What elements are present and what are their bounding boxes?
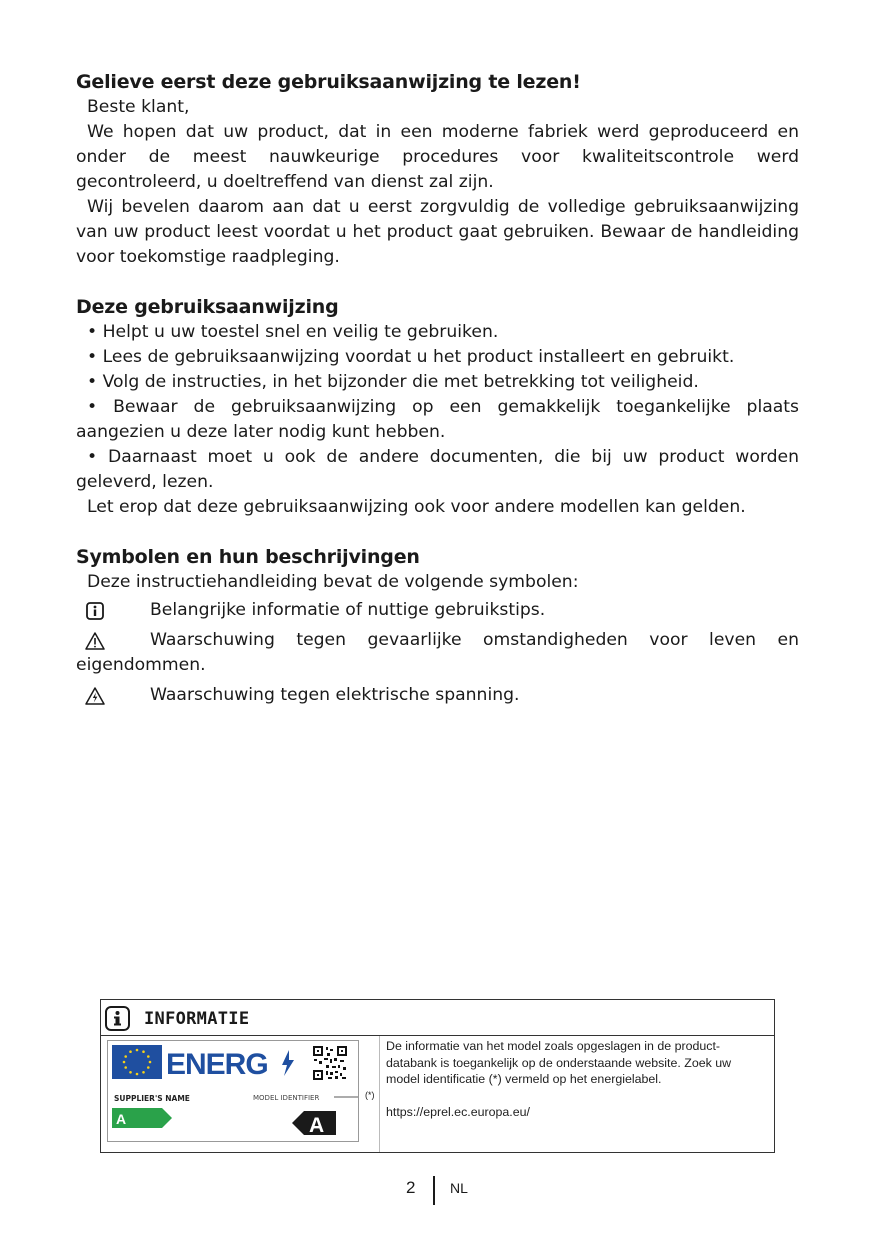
intro-paragraph-1: We hopen dat uw product, dat in een moderne fabriek werd geproduceerd en onder de meest nauwkeurige procedures voor kwaliteitscontrole werd gecontroleerd, u doeltreffend van dienst zal zijn.	[76, 122, 799, 192]
symbols-heading: Symbolen en hun beschrijvingen	[76, 546, 420, 568]
symbols-intro: Deze instructiehandleiding bevat de volgende symbolen:	[87, 572, 579, 592]
info-box-title: INFORMATIE	[144, 1009, 250, 1029]
lightning-icon	[282, 1050, 294, 1076]
symbol-text: Waarschuwing tegen gevaarlijke omstandigheden voor leven en eigendommen.	[76, 630, 799, 675]
symbol-text: Belangrijke informatie of nuttige gebruikstips.	[150, 600, 546, 620]
manual-bullet: • Daarnaast moet u ook de andere documenten, die bij uw product worden geleverd, lezen.	[76, 447, 799, 492]
manual-bullet: • Lees de gebruiksaanwijzing voordat u het product installeert en gebruikt.	[87, 347, 735, 367]
class-arrow-letter: A	[116, 1111, 127, 1127]
symbol-text: Waarschuwing tegen elektrische spanning.	[150, 685, 520, 705]
info-box-text	[386, 1038, 756, 1120]
language-code: NL	[450, 1180, 468, 1196]
manual-note: Let erop dat deze gebruiksaanwijzing ook voor andere modellen kan gelden.	[87, 497, 746, 517]
page-number: 2	[406, 1178, 416, 1197]
eu-flag-icon	[112, 1045, 162, 1079]
intro-heading: Gelieve eerst deze gebruiksaanwijzing te lezen!	[76, 71, 581, 93]
eprel-link[interactable]: https://eprel.ec.europa.eu/	[386, 1104, 530, 1119]
energy-label-graphic	[108, 1041, 358, 1141]
symbol-row-info	[76, 598, 799, 623]
symbol-row-electric	[76, 683, 799, 708]
info-description: De informatie van het model zoals opgeslagen in de product-databank is toegankelijk op de onderstaande website. Zoek uw model identificatie (*) vermeld op het energielabel.	[386, 1039, 732, 1086]
manual-bullet: • Helpt u uw toestel snel en veilig te gebruiken.	[87, 322, 499, 342]
qr-code-icon	[313, 1046, 347, 1080]
info-box-header	[101, 1000, 774, 1036]
model-identifier: MODEL IDENTIFIER	[253, 1094, 320, 1102]
info-box-divider	[379, 1036, 380, 1152]
energy-label	[107, 1040, 359, 1142]
model-asterisk: (*)	[365, 1090, 375, 1100]
intro-paragraph-2: Wij bevelen daarom aan dat u eerst zorgvuldig de volledige gebruiksaanwijzing van uw product leest voordat u het product gaat gebruiken. Bewaar de handleiding voor toekomstige raadpleging.	[76, 197, 799, 267]
info-icon	[86, 602, 104, 620]
footer-separator	[433, 1176, 435, 1205]
manual-bullet: • Bewaar de gebruiksaanwijzing op een gemakkelijk toegankelijke plaats aangezien u deze later nodig kunt hebben.	[76, 397, 799, 442]
supplier-name: SUPPLIER'S NAME	[114, 1094, 190, 1103]
symbol-row-warning	[76, 628, 799, 678]
greeting: Beste klant,	[87, 97, 190, 117]
manual-heading: Deze gebruiksaanwijzing	[76, 296, 339, 318]
class-big-letter: A	[309, 1114, 325, 1137]
info-icon	[105, 1006, 130, 1031]
electric-warning-icon	[85, 687, 105, 705]
warning-icon	[85, 632, 105, 650]
energy-word: ENERG	[166, 1048, 268, 1081]
manual-bullet: • Volg de instructies, in het bijzonder die met betrekking tot veiligheid.	[87, 372, 699, 392]
main-content	[76, 70, 799, 708]
info-box	[100, 999, 775, 1153]
